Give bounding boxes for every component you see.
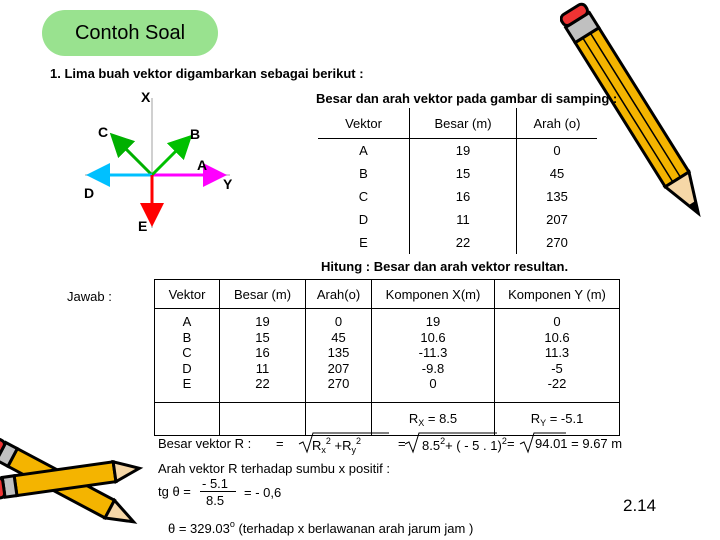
table-cell: 15 (410, 162, 517, 185)
vectors-table (318, 108, 597, 254)
num2: + ( - 5 . 1) (445, 438, 502, 453)
theta-line (168, 519, 473, 536)
theta-value: θ = 329.03 (168, 521, 230, 536)
table-row (318, 162, 597, 185)
table-cell: 11 (410, 208, 517, 231)
rx-label: R (408, 410, 419, 426)
page-number: 2.14 (623, 496, 657, 515)
table-row (318, 139, 597, 163)
cell: A (182, 314, 192, 329)
table-cell: 135 (546, 189, 568, 204)
magnitude-numbers (422, 436, 507, 453)
vector-diagram (80, 88, 250, 238)
cell: 10.6 (544, 329, 570, 345)
rx-sub: X (418, 417, 425, 428)
ry-label: R (530, 410, 541, 426)
square-sup: 2 (501, 436, 507, 446)
vector-c-arrow (114, 137, 152, 175)
empty-cell (155, 403, 220, 436)
header-arah: Arah (o) (517, 108, 598, 139)
slide-title: Contoh Soal (74, 22, 186, 44)
direction-label: Arah vektor R terhadap sumbu x positif : (158, 461, 390, 476)
table-cell: 16 (410, 185, 517, 208)
task-text: Hitung : Besar dan arah vektor resultan. (321, 259, 569, 274)
vector-b-arrow (152, 139, 188, 175)
magnitude-label: Besar vektor R : (158, 436, 252, 451)
header-komponen-y: Komponen Y (m) (495, 280, 620, 309)
table-row (318, 208, 597, 231)
cell: B (182, 329, 192, 345)
column-vektor (155, 309, 220, 403)
tg-numerator: - 5.1 (202, 476, 229, 491)
cell: 19 (255, 314, 270, 329)
r-symbol: R (312, 438, 322, 453)
answer-label: Jawab : (67, 289, 112, 304)
magnitude-eq2: = (398, 436, 406, 451)
tg-denominator: 8.5 (206, 493, 225, 508)
table-cell: 0 (553, 143, 561, 158)
table-cell: B (318, 162, 410, 185)
pencils-bottom-left-icon (0, 418, 150, 540)
cell: 0 (334, 314, 343, 329)
empty-cell (220, 403, 306, 436)
column-besar (220, 309, 306, 403)
table-caption: Besar dan arah vektor pada gambar di samping : (316, 91, 618, 106)
num1: 8.5 (422, 438, 441, 453)
cell: 15 (255, 329, 270, 345)
magnitude-eq3: = (507, 436, 515, 451)
magnitude-eq: = (276, 436, 284, 451)
cell: 19 (425, 314, 441, 329)
fraction-line (200, 491, 236, 492)
title-pill (42, 10, 218, 56)
column-arah (306, 309, 372, 403)
problem-text: 1. Lima buah vektor digambarkan sebagai berikut : (50, 66, 364, 81)
header-besar: Besar (m) (220, 280, 306, 309)
cell: C (182, 345, 192, 360)
header-arah: Arah(o) (306, 280, 372, 309)
cell: 16 (255, 345, 270, 360)
ry-sub: Y (540, 417, 547, 428)
components-table (154, 279, 620, 436)
header-vektor: Vektor (155, 280, 220, 309)
cell: -22 (547, 376, 567, 391)
cell: -11.3 (418, 345, 448, 360)
cell: 11 (255, 360, 270, 376)
theta-note: (terhadap x berlawanan arah jarum jam ) (234, 521, 474, 536)
magnitude-value: = 9.67 m (567, 436, 623, 451)
vector-c-label: C (98, 124, 109, 140)
square-sup: 2 (325, 436, 331, 446)
square-sup: 2 (440, 436, 446, 446)
degree-sup: o (229, 519, 235, 529)
axis-x-label: X (141, 89, 151, 105)
cell: 135 (327, 345, 350, 360)
cell: D (182, 360, 192, 376)
cell: 45 (331, 329, 346, 345)
table-row (318, 231, 597, 254)
table-cell: C (318, 185, 410, 208)
vector-d-label: D (84, 185, 95, 201)
cell: 207 (327, 360, 350, 376)
table-cell: 45 (549, 166, 565, 181)
table-cell: D (318, 208, 410, 231)
ry-sub: y (351, 445, 356, 455)
tg-result: = - 0,6 (244, 485, 282, 500)
cell: -9.8 (421, 360, 445, 376)
axis-y-label: Y (223, 176, 233, 192)
vector-e-label: E (138, 218, 148, 234)
cell: 0 (553, 314, 561, 329)
cell: 10.6 (420, 329, 446, 345)
table-cell: 19 (410, 139, 517, 163)
vector-a-label: A (197, 157, 208, 173)
table-cell: 270 (546, 235, 568, 250)
column-komponen-x (372, 309, 495, 403)
table-cell: A (318, 139, 410, 163)
header-besar: Besar (m) (410, 108, 517, 139)
num3: 94.01 (535, 436, 568, 451)
header-vektor: Vektor (318, 108, 410, 139)
cell: -5 (551, 360, 563, 376)
cell: 11.3 (544, 345, 570, 360)
table-cell: 22 (410, 231, 517, 254)
components-data-row (155, 309, 620, 403)
rx-value: = 8.5 (424, 410, 458, 426)
cell: 0 (429, 376, 437, 391)
magnitude-result (535, 436, 622, 451)
square-sup: 2 (356, 436, 362, 446)
plus-r: +R (330, 438, 352, 453)
tg-label: tg θ = (158, 484, 191, 499)
header-komponen-x: Komponen X(m) (372, 280, 495, 309)
cell: 270 (327, 376, 350, 391)
vector-b-label: B (190, 126, 201, 142)
vectors-table-header (318, 108, 597, 139)
components-table-header (155, 280, 620, 309)
table-cell: 207 (546, 212, 568, 227)
rx-sub: x (321, 445, 326, 455)
column-komponen-y (495, 309, 620, 403)
cell: E (182, 376, 192, 391)
table-row (318, 185, 597, 208)
ry-value: = -5.1 (546, 410, 584, 426)
magnitude-formula (312, 436, 361, 455)
cell: 22 (255, 376, 270, 391)
table-cell: E (318, 231, 410, 254)
